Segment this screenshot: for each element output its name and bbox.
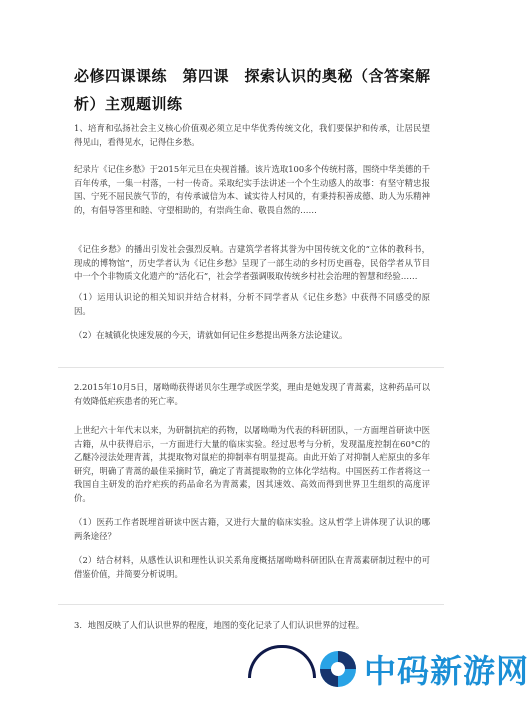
watermark-text: 中码新游网 (364, 652, 529, 690)
question-2-intro: 2.2015年10月5日，屠呦呦获得诺贝尔生理学或医学奖，理由是她发现了青蒿素，这种药品可以有效降低疟疾患者的死亡率。 (74, 382, 430, 406)
question-1-subquestion-1: （1）运用认识论的相关知识并结合材料，分析不同学者从《记住乡愁》中获得不同感受的原因。 (74, 292, 430, 316)
watermark-logo-icon (318, 649, 358, 689)
site-watermark (318, 644, 529, 694)
section-divider-2 (58, 604, 444, 605)
map-figure-partial (248, 645, 316, 678)
question-1-subquestion-2: （2）在城镇化快速发展的今天，请就如何记住乡愁提出两条方法论建议。 (74, 330, 348, 340)
section-divider (58, 367, 444, 368)
question-1-intro: 1、培育和弘扬社会主义核心价值观必须立足中华优秀传统文化，我们要保护和传承，让居民望得见山，看得见水，记得住乡愁。 (74, 123, 430, 147)
question-3-intro: 3．地图反映了人们认识世界的程度，地图的变化记录了人们认识世界的过程。 (74, 620, 365, 630)
question-2-material: 上世纪六十年代末以来，为研制抗疟的药物，以屠呦呦为代表的科研团队，一方面埋首研读中医古籍，从中获得启示，一方面进行大量的临床实验。经过思考与分析，发现温度控制在60°C的乙醚冷浸法处理青蒿，其提取物对鼠疟的抑制率有明显提高。由此开始了对抑制人疟原虫的多年研究，明确了青蒿的最佳采摘时节，确定了青蒿提取物的立体化学结构。中国医药工作者将这一我国自主研发的治疗疟疾的药品命名为青蒿素，因其速效、高效而得到世界卫生组织的高度评价。 (74, 425, 430, 503)
document-title: 必修四课课练 第四课 探索认识的奥秘（含答案解析）主观题训练 (74, 67, 431, 113)
question-1-material-a: 纪录片《记住乡愁》于2015年元旦在央视首播。该片选取100多个传统村落，围绕中华美德的千百年传承，一集一村落，一村一传奇。采取纪实手法讲述一个个生动感人的故事：有坚守精忠报国、宁死不屈民族气节的，有传承诚信为本、诚实待人村风的，有秉持积善成德、助人为乐精神的，有倡导答里和睦、守望相助的，有崇尚生命、敬畏自然的…… (74, 164, 430, 215)
question-1-material-b: 《记住乡愁》的播出引发社会强烈反响。吉建筑学者将其誉为中国传统文化的“立体的教科书，现成的博物馆”，历史学者认为《记住乡愁》呈现了一部生动的乡村历史画卷，民俗学者从节目中一个个非物质文化遗产的“活化石”，社会学者强调吸取传统乡村社会治理的智慧和经验…… (74, 244, 430, 282)
question-2-subquestion-1: （1）医药工作者既埋首研读中医古籍，又进行大量的临床实验。这从哲学上讲体现了认识的哪两条途径？ (74, 517, 430, 541)
question-2-subquestion-2: （2）结合材料，从感性认识和理性认识关系角度概括屠呦呦科研团队在青蒿素研制过程中的可借鉴价值，并简要分析说明。 (74, 555, 430, 579)
